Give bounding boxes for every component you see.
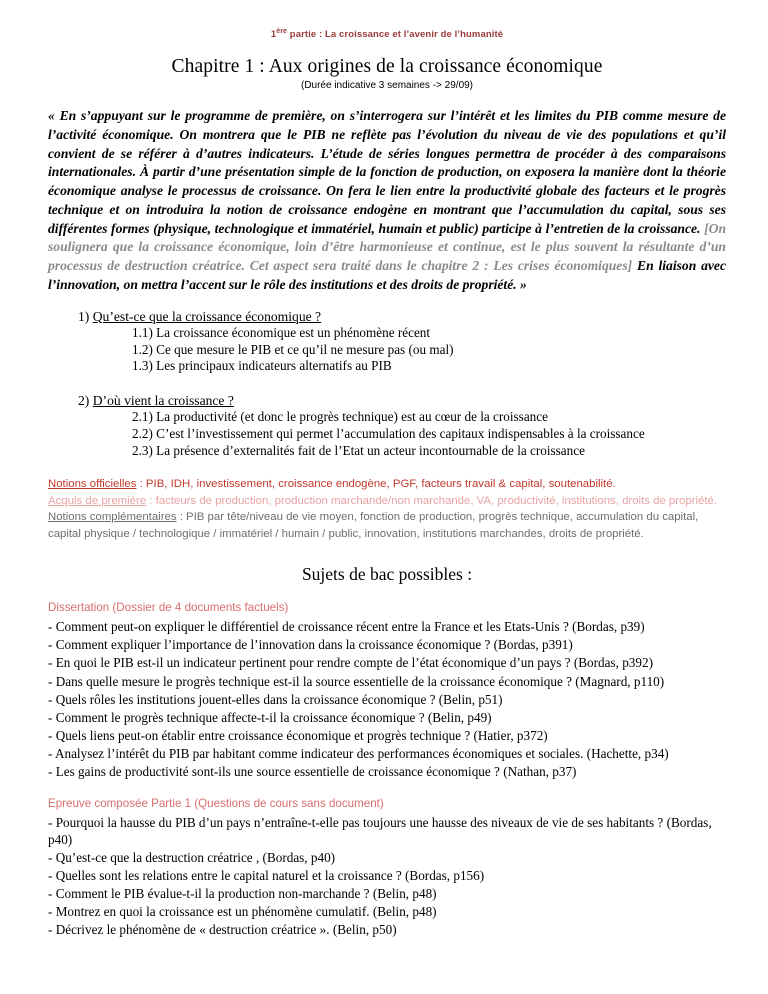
- bac-list-dissertation: [48, 618, 726, 780]
- list-item: - Dans quelle mesure le progrès technique est-il la source essentielle de la croissance économique ? (Magnard, p110): [48, 673, 665, 689]
- running-header-pre: 1: [270, 29, 277, 41]
- notions-block: [48, 476, 726, 542]
- bac-section-title: Sujets de bac possibles :: [301, 564, 473, 585]
- list-item: - Quels liens peut-on établir entre croissance économique et progrès technique ? (Hatier, p372): [48, 728, 548, 744]
- list-item: - Comment expliquer l’importance de l’innovation dans la croissance économique ? (Bordas, p391): [48, 637, 573, 653]
- chapter-subtitle: (Durée indicative 3 semaines -> 29/09): [300, 80, 474, 92]
- outline-heading-1: [48, 309, 726, 325]
- list-item: - Quelles sont les relations entre le capital naturel et la croissance ? (Bordas, p156): [48, 868, 485, 883]
- bac-list-epreuve-composee: [48, 814, 726, 939]
- notions-complementaires-text: : PIB par tête/niveau de vie moyen, fonction de production, progrès technique, accumulation du capital, capital physique / technologique / immatériel / humain / public, innovation, institutions marchandes, droits de propriété.: [48, 511, 699, 540]
- outline-sub-2-1: 2.1) La productivité (et donc le progrès technique) est au cœur de la croissance: [132, 409, 548, 425]
- list-item: - Comment le PIB évalue-t-il la production non-marchande ? (Belin, p48): [48, 886, 437, 902]
- bac-subsection-heading-epreuve-composee: Epreuve composée Partie 1 (Questions de cours sans document): [48, 796, 384, 810]
- notions-complementaires-label: Notions complémentaires: [48, 511, 177, 524]
- notions-officielles: [48, 476, 726, 493]
- list-item: - Qu’est-ce que la destruction créatrice , (Bordas, p40): [48, 849, 336, 865]
- list-item: - Montrez en quoi la croissance est un phénomène cumulatif. (Belin, p48): [48, 904, 437, 920]
- notions-officielles-text: : PIB, IDH, investissement, croissance endogène, PGF, facteurs travail & capital, soutenabilité.: [136, 478, 616, 490]
- bac-subsection-heading-dissertation: Dissertation (Dossier de 4 documents factuels): [48, 601, 289, 615]
- outline-sub-2-3: 2.3) La présence d’externalités fait de l’Etat un acteur incontournable de la croissance: [132, 443, 585, 459]
- list-item: - Analysez l’intérêt du PIB par habitant comme indicateur des performances économiques et sociales. (Hachette, p34): [48, 746, 669, 762]
- outline-number-2: 2): [78, 393, 90, 409]
- outline-number-1: 1): [78, 308, 90, 324]
- list-item: - Comment le progrès technique affecte-t-il la croissance économique ? (Belin, p49): [48, 709, 492, 725]
- running-header: [48, 28, 726, 40]
- notions-officielles-label: Notions officielles: [48, 478, 137, 490]
- notions-complementaires: [48, 509, 726, 542]
- quote-part-2-greyed: [On soulignera que la croissance économique, loin d’être harmonieuse et continue, est le plus souvent la résultante d’un processus de destruction créatrice. Cet aspect sera traité dans le chapitre 2 : Les crises économiques]: [48, 220, 727, 274]
- notions-acquis-text: : facteurs de production, production marchande/non marchande, VA, productivité, institutions, droits de propriété.: [146, 494, 718, 507]
- list-item: - Décrivez le phénomène de « destruction créatrice ». (Belin, p50): [48, 922, 397, 938]
- outline-heading-2: [48, 393, 726, 409]
- list-item: - Les gains de productivité sont-ils une source essentielle de croissance économique ? (Nathan, p37): [48, 764, 577, 780]
- outline-title-2: D’où vient la croissance ?: [92, 393, 234, 409]
- outline-item-2: [48, 393, 726, 460]
- running-header-post: partie : La croissance et l’avenir de l’humanité: [287, 29, 504, 41]
- list-item: - En quoi le PIB est-il un indicateur pertinent pour rendre compte de l’état économique d’un pays ? (Bordas, p392): [48, 655, 653, 671]
- page-title: Chapitre 1 : Aux origines de la croissance économique: [171, 56, 603, 78]
- list-item: - Pourquoi la hausse du PIB d’un pays n’entraîne-t-elle pas toujours une hausse des niveaux de vie de ses habitants ? (Bordas, p40): [48, 814, 712, 847]
- notions-acquis-label: Acquis de première: [48, 494, 147, 507]
- quote-part-3: En liaison avec l’innovation, on mettra l’accent sur le rôle des institutions et des droits de propriété. »: [48, 258, 726, 292]
- quote-part-1: « En s’appuyant sur le programme de première, on s’interrogera sur l’intérêt et les limites du PIB comme mesure de l’activité économique. On montrera que le PIB ne reflète pas l’évolution du niveau de vie des populations et qu’il convient de se référer à d’autres indicateurs. L’étude de séries longues permettra de procéder à des comparaisons internationales. À partir d’une présentation simple de la fonction de production, on exposera la manière dont la théorie économique analyse le processus de croissance. On fera le lien entre la productivité globale des facteurs et le progrès technique et on introduira la notion de croissance endogène en montrant que l’accumulation du capital, sous ses différentes formes (physique, technologique et immatériel, humain et public) participe à l’entretien de la croissance.: [48, 108, 726, 236]
- list-item: - Quels rôles les institutions jouent-elles dans la croissance économique ? (Belin, p51): [48, 691, 503, 707]
- program-quote: [48, 107, 726, 295]
- outline-sub-2-2: 2.2) C’est l’investissement qui permet l’accumulation des capitaux indispensables à la croissance: [132, 426, 645, 442]
- outline-sub-1-2: 1.2) Ce que mesure le PIB et ce qu’il ne mesure pas (ou mal): [132, 341, 454, 357]
- outline-sub-1-3: 1.3) Les principaux indicateurs alternatifs au PIB: [132, 358, 392, 374]
- running-header-ordinal: ère: [276, 28, 288, 35]
- notions-acquis: [48, 493, 726, 510]
- chapter-outline: [48, 309, 726, 460]
- outline-sub-1-1: 1.1) La croissance économique est un phénomène récent: [132, 324, 431, 340]
- outline-item-1: [48, 309, 726, 376]
- outline-title-1: Qu’est-ce que la croissance économique ?: [92, 308, 322, 324]
- list-item: - Comment peut-on expliquer le différentiel de croissance récent entre la France et les Etats-Unis ? (Bordas, p39): [48, 619, 645, 635]
